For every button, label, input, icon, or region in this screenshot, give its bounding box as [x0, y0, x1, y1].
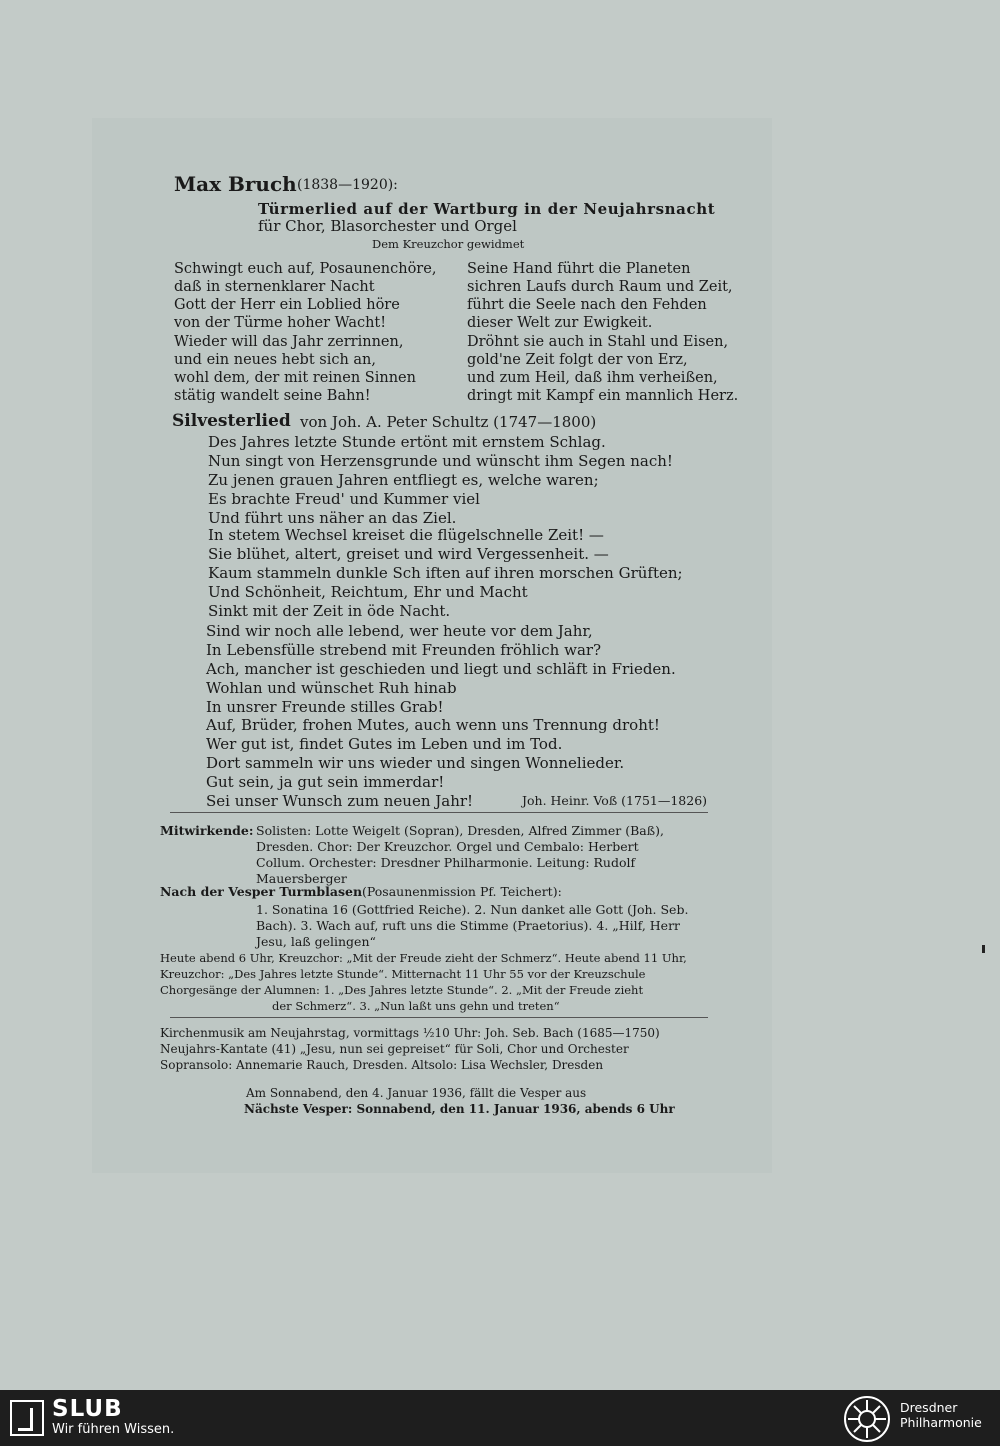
- poem-left-stanza-2: Wieder will das Jahr zerrinnen, und ein neues hebt sich an, wohl dem, der mit reinen Sinnen stätig wandelt seine Bahn!: [174, 334, 416, 404]
- slub-claim: Wir führen Wissen.: [52, 1422, 175, 1437]
- closing-line-2: Nächste Vesper: Sonnabend, den 11. Januar 1936, abends 6 Uhr: [244, 1102, 675, 1116]
- tonight-text: Heute abend 6 Uhr, Kreuzchor: „Mit der Freude zieht der Schmerz“. Heute abend 11 Uhr, Kreuzchor: „Des Jahres letzte Stunde“. Mitternacht 11 Uhr 55 vor der Kreuzschule Chorgesänge der Alumnen: 1. „Des Jahres letzte Stunde“. 2. „Mit der Freude zieht der Schmerz“. 3. „Nun laßt uns gehn und treten“: [160, 951, 687, 1013]
- after-vesper-text: 1. Sonatina 16 (Gottfried Reiche). 2. Nun danket alle Gott (Joh. Seb. Bach). 3. Wach auf, ruft uns die Stimme (Praetorius). 4. „Hilf, Herr Jesu, laß gelingen“: [256, 902, 689, 949]
- poem-right-stanza-2: Dröhnt sie auch in Stahl und Eisen, gold'ne Zeit folgt der von Erz, und zum Heil, daß ihm verheißen, dringt mit Kampf ein mannlich Herz.: [467, 334, 739, 404]
- after-vesper-label-rest: (Posaunenmission Pf. Teichert):: [362, 884, 562, 899]
- poem-left-stanza-1: Schwingt euch auf, Posaunenchöre, daß in sternenklarer Nacht Gott der Herr ein Loblied höre von der Türme hoher Wacht!: [174, 261, 437, 331]
- newyear-text: Kirchenmusik am Neujahrstag, vormittags ½10 Uhr: Joh. Seb. Bach (1685—1750) Neujahrs-Kantate (41) „Jesu, nun sei gepreiset“ für Soli, Chor und Orchester Sopransolo: Annemarie Rauch, Dresden. Altsolo: Lisa Wechsler, Dresden: [160, 1026, 660, 1072]
- separator: [170, 812, 708, 813]
- lyricist: Joh. Heinr. Voß (1751—1826): [522, 793, 708, 808]
- performers-label: Mitwirkende:: [160, 823, 254, 838]
- work-title: Türmerlied auf der Wartburg in der Neujahrsnacht: [258, 200, 716, 218]
- composer-name: Max Bruch: [174, 172, 297, 196]
- philharmonie-emblem-icon: [842, 1394, 892, 1444]
- poem-right-stanza-1: Seine Hand führt die Planeten sichren Laufs durch Raum und Zeit, führt die Seele nach den Fehden dieser Welt zur Ewigkeit.: [467, 261, 733, 331]
- slub-brand: SLUB: [52, 1396, 123, 1422]
- margin-mark: [982, 945, 985, 953]
- silvester-stanza-2: In stetem Wechsel kreiset die flügelschnelle Zeit! — Sie blühet, altert, greiset und wird Vergessenheit. — Kaum stammeln dunkle Sch iften auf ihren morschen Grüften; Und Schönheit, Reichtum, Ehr und Macht Sinkt mit der Zeit in öde Nacht.: [208, 526, 683, 620]
- silvester-stanza-3: Sind wir noch alle lebend, wer heute vor dem Jahr, In Lebensfülle strebend mit Freunden fröhlich war? Ach, mancher ist geschieden und liegt und schläft in Frieden. Wohlan und wünschet Ruh hinab In unsrer Freunde stilles Grab!: [206, 622, 676, 716]
- separator: [170, 1017, 708, 1018]
- performers-text: Solisten: Lotte Weigelt (Sopran), Dresden, Alfred Zimmer (Baß), Dresden. Chor: Der Kreuzchor. Orgel und Cembalo: Herbert Collum. Orchester: Dresdner Philharmonie. Leitung: Rudolf Mauersberger: [256, 823, 664, 886]
- silvester-stanza-4: Auf, Brüder, frohen Mutes, auch wenn uns Trennung droht! Wer gut ist, findet Gutes im Leben und im Tod. Dort sammeln wir uns wieder und singen Wonnelieder. Gut sein, ja gut sein immerdar! Sei unser Wunsch zum neuen Jahr!: [206, 716, 660, 810]
- after-vesper-label: Nach der Vesper Turmblasen: [160, 884, 363, 899]
- silvester-stanza-1: Des Jahres letzte Stunde ertönt mit ernstem Schlag. Nun singt von Herzensgrunde und wünscht ihm Segen nach! Zu jenen grauen Jahren entfliegt es, welche waren; Es brachte Freud' und Kummer viel Und führt uns näher an das Ziel.: [208, 433, 673, 527]
- silvester-composer: von Joh. A. Peter Schultz (1747—1800): [300, 413, 597, 431]
- slub-logo-icon: [10, 1400, 44, 1436]
- philharmonie-name: Dresdner Philharmonie: [900, 1400, 982, 1430]
- dedication: Dem Kreuzchor gewidmet: [372, 237, 525, 251]
- footer-bar: [0, 1390, 1000, 1446]
- silvester-title: Silvesterlied: [172, 411, 291, 431]
- composer-years: (1838—1920):: [297, 177, 398, 193]
- closing-line-1: Am Sonnabend, den 4. Januar 1936, fällt die Vesper aus: [246, 1086, 587, 1100]
- work-subtitle: für Chor, Blasorchester und Orgel: [258, 217, 517, 235]
